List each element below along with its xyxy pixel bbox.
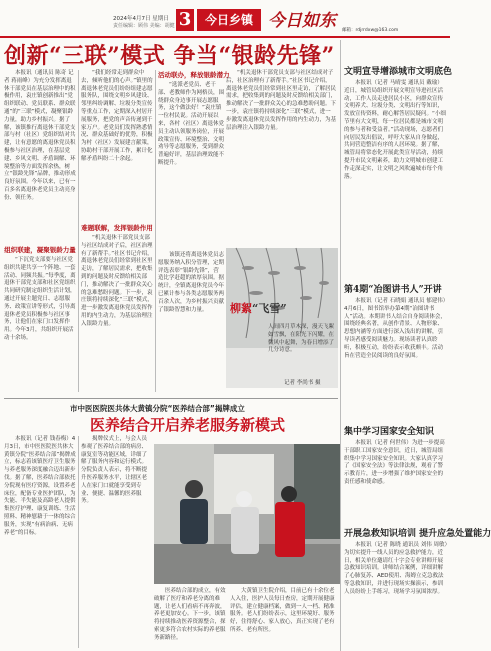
- article-text: 本报讯（记者 马晴雯 通讯员 戴瑜）近日，城管局组织开展文明宣导进社区活动，工作人员走进居民小区，向群众宣传文明养犬、垃圾分类、文明出行等知识，发放宣传资料，耐心解答居民疑问。“小细节里有大文明，每一位居民都是城市文明的参与者和受益者。”活动现场，志愿者们向居民发出倡议，呼吁大家从自身做起，共同营造整洁有序的人居环境。据了解，城管局将常态化开展此类宣导活动，持续提升市民文明素养，助力文明城市创建工作走深走实，让文明之风吹遍城市每个角落。: [344, 80, 446, 180]
- lead-subheading: 活动联办，释放银龄潜力: [158, 71, 230, 79]
- lead-headline: 创新“三联”模式 争当“银龄先锋”: [4, 43, 335, 69]
- bottom-subtitle: 市中医医院医共体大黄镇分院“医养结合部”揭牌成立: [70, 404, 245, 413]
- bottom-column-3: [154, 588, 226, 648]
- contact-email: 邮箱：rdjrrdxw@163.com: [342, 28, 399, 33]
- photo-credit: 记者 李尚书 摄: [284, 380, 321, 386]
- elderly-care-illustration: [154, 444, 340, 584]
- column-divider: [78, 70, 79, 392]
- lead-paragraph: 该镇还将离退休党员志愿服务纳入积分管理，定期评选表彰“银龄先锋”，营造比学赶超的浓厚氛围。据统计，全镇离退休党员今年已累计参与各类志愿服务两百余人次，为乡村振兴贡献了银龄智慧和力量。: [158, 252, 225, 313]
- column-divider: [340, 40, 341, 651]
- editor-credit: 责任编辑：顾伟 美编：胡健: [113, 23, 175, 29]
- photo-poem: 人间四月草木深，漫天飞絮如雪飘，在阳光下闪耀，在微风中起舞，为春日增添了几分诗意。: [268, 324, 335, 354]
- article-title: 集中学习国家安全知识: [344, 427, 435, 437]
- lead-paragraph: “下沉党支部要与社区党组织共建共享一个阵地、一套活动、同频共振。”每季度，离退休干部党支部和社区党组织共同研究制定组织生活计划，通过开展主题党日、志愿服务、政策宣讲等形式，引导离退休老党员积极参与社区事务，让他们在家门口发挥作用。今年3月，共组织开展活动十余场。: [4, 257, 76, 341]
- article-title: 第4期“冶图讲书人”开讲: [344, 285, 442, 295]
- issue-date: 2024年4月7日 星期日: [113, 16, 169, 22]
- photo-title: [230, 300, 287, 316]
- lead-paragraph: “机关退休干部党员支部与社区结成对子后，社区治理有了新帮手。”社区书记介绍，离退休老党员们经常到社区里走访，了解居民需求，把收集到的问题及时反馈给相关部门，推动解决了一批群众关心的急难愁盼问题。下一步，袁庄镇将持续深化“三联”模式，进一步激发离退休党员发挥作用的内生动力，为基层治理注入银龄力量。: [226, 70, 337, 131]
- elderly-care-photo: [154, 444, 340, 584]
- willow-catkins-illustration: [226, 248, 338, 388]
- photo-title-quote: “飞雪”: [252, 302, 287, 315]
- column-divider: [155, 70, 156, 392]
- lead-paragraph: “机关退休干部党员支部与社区结成对子后，社区治理有了新帮手。”社区书记介绍，离退休老党员们经常到社区里走访，了解居民需求，把收集到的问题及时反馈给相关部门，推动解决了一批群众关心的急难愁盼问题。下一步，袁庄镇将持续深化“三联”模式，进一步激发离退休党员发挥作用的内生动力，为基层治理注入银龄力量。: [81, 235, 153, 327]
- bottom-headline: 医养结合开启养老服务新模式: [90, 416, 286, 434]
- lead-paragraph: “我们经常走到群众中去，倾听他们的心声。”镇里的离退休老党员们纷纷组建志愿服务队，围绕文明乡风建设、邻里纠纷调解、垃圾分类宣传等重点工作，定期深入村居开展服务，把党的声音传递到千家万户。老党员们发挥熟悉情况、群众基础好的优势，积极为村（社区）发展建言献策，协助村干部开展工作，累计化解矛盾纠纷二十余起。: [81, 70, 153, 162]
- article-title: 开展急救知识培训 提升应急处置能力: [344, 529, 491, 539]
- lead-column-1: [4, 70, 76, 392]
- lead-paragraph: 本报讯（通讯员 陈奇 记者 蒋雨峰）为充分发挥离退休干部党员在基层治理中的积极作用，袁庄镇创新推出“党组织联动、党员联系、群众联通”的“三联”模式，凝聚银龄力量，助力乡村振兴。据了解，该镇推行离退休干部党支部与村（社区）党组织结对共建，让有意愿的离退休党员积极参与社区治理，在基层党建、乡风文明、矛盾调解、环境整治等方面发挥余热，树立“银龄先锋”品牌，推动形成良好氛围。今年以来，已有一百多名离退休老党员主动亮身份、领任务。: [4, 70, 76, 201]
- article-title: 文明宣导增添城市文明底色: [344, 67, 453, 77]
- article-text: 本报讯（记者 何世伟）为进一步提高干部职工国家安全意识，近日，城管局组织集中学习国家安全知识。大家认真学习了《国家安全法》等法律法规，观看了警示教育片，进一步增强了维护国家安全的责任感和使命感。: [344, 440, 445, 485]
- header-rule: [0, 36, 450, 38]
- bottom-column-1: [4, 436, 76, 648]
- bottom-paragraph: 大黄镇卫生院介绍，目前已有十余位老人入住，医护人员每日查房，定期开展健康评估，建立健康档案，做到一人一档、精准服务。老人们纷纷表示，这里环境好、服务好，住得舒心、家人放心，真正实现了老有所养、老有所医。: [230, 588, 335, 633]
- bottom-column-4: [230, 588, 338, 648]
- lead-column-3: [158, 70, 230, 392]
- lead-subheading: 组织联建，凝聚银龄力量: [4, 246, 76, 254]
- section-divider: [4, 398, 338, 399]
- right-column: [344, 60, 491, 650]
- column-divider: [78, 436, 79, 648]
- masthead: [0, 0, 450, 42]
- newspaper-logo: 今日如东: [268, 11, 336, 31]
- willow-photo: [226, 248, 338, 388]
- bottom-column-2: [81, 436, 151, 648]
- lead-paragraph: “选派老党员、老干部、老教师作为网格员，围绕群众身边事开展志愿服务，这个做法好！”袁庄镇一位村民说。活动开展以来，各村（社区）离退休党员主动认领服务岗位，开展政策宣传、环境整治、文明劝导等志愿服务，受到群众普遍好评，基层治理效能不断提升。: [158, 82, 225, 166]
- article-text: 本报讯（记者 石晓娟 通讯员 郁建伟）4月6日，图书馆举办第4期“冶图讲书人”活动。本期讲书人结合自身阅读体会，围绕经典名著，从创作背景、人物形象、思想内涵等方面进行深入浅出的讲解，引导读者感受阅读魅力。现场读者认真聆听，积极互动，纷纷表示收获颇丰。活动旨在营造全民阅读的良好氛围。: [344, 298, 446, 359]
- lead-column-2: [81, 70, 153, 392]
- lead-column-4: [226, 70, 336, 245]
- lead-subheading: 难题联解，发挥银龄作用: [81, 224, 153, 232]
- photo-title-main: 柳絮: [230, 302, 252, 315]
- article-text: 本报讯（记者 陈晓 通讯员 刘伟 周敏）为切实提升一线人员的应急救护能力，近日，相关单位邀请红十字会专业讲师开展急救知识培训。讲师结合案例，详细讲解了心肺复苏、AED使用、海姆立克急救法等急救知识，并进行现场实操演示，参训人员纷纷上手练习，现场学习氛围浓厚。: [344, 542, 448, 595]
- bottom-paragraph: 揭牌仪式上，与会人员参观了医养结合部的病房、康复室等功能区域，详细了解了服务内容和运行模式。分院负责人表示，将不断提升医养服务水平，让辖区老人在家门口就能享受到专业、便捷、温馨的医养服务。: [81, 436, 148, 505]
- bottom-paragraph: 医养结合部的成立，有效破解了医疗和养老分离的难题，让老人们看病不再奔波，养老更加安心。下一步，该镇将持续推动医养资源整合，探索更多符合农村实际的养老服务新路径。: [154, 588, 226, 641]
- page-number: 3: [176, 9, 194, 31]
- section-title: 今日乡镇: [197, 9, 261, 31]
- bottom-paragraph: 本报讯（记者 钱春梅）4月3日，市中医医院医共体大黄镇分院“医养结合部”揭牌成立，标志着该镇医疗卫生服务与养老服务深度融合迈出新步伐。据了解，医养结合部依托分院现有医疗资源，设置养老床位，配备专业医护团队，为失能、半失能及高龄老人提供集医疗护理、康复训练、生活照料、精神慰藉于一体的综合服务，实现“有病治病、无病养老”的目标。: [4, 436, 76, 536]
